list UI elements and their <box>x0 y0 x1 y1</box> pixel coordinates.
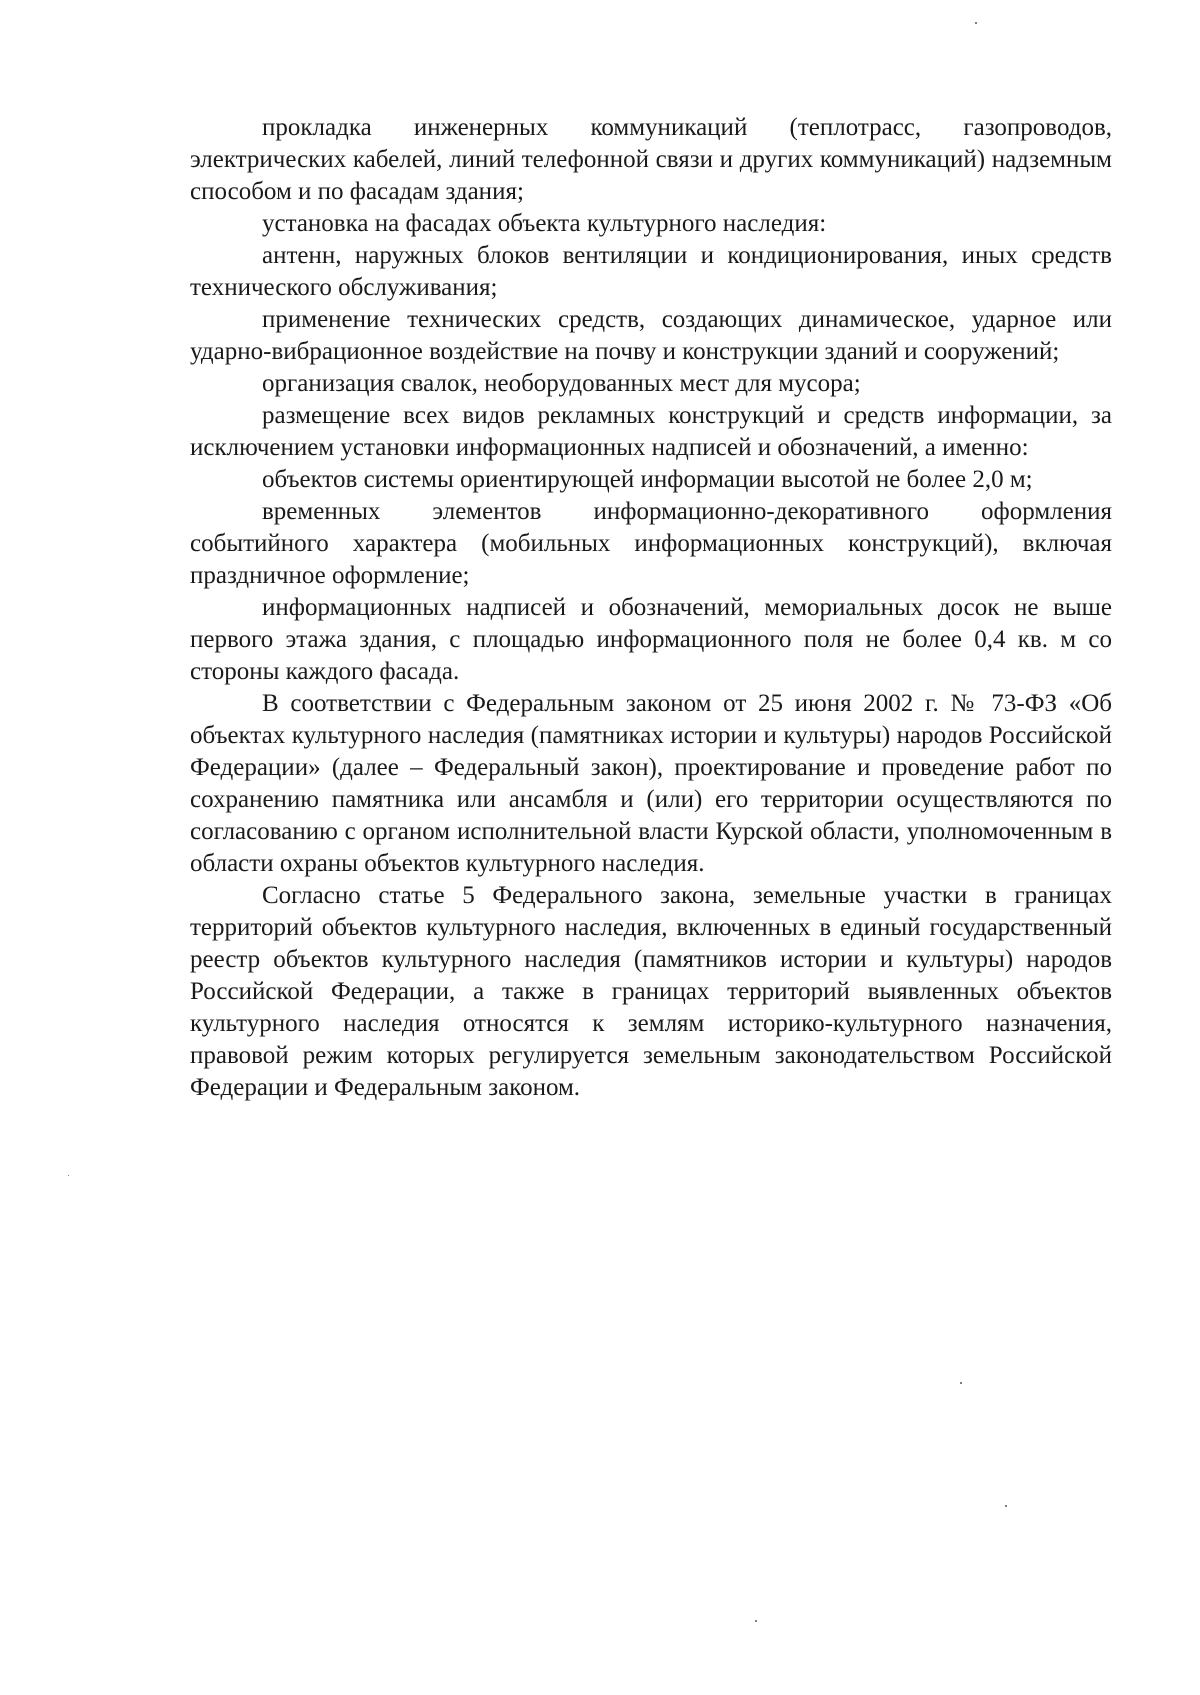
paragraph-dumps: организация свалок, необорудованных мест для мусора; <box>262 370 861 397</box>
scan-speck <box>755 1620 757 1622</box>
paragraph-article-5: Согласно статье 5 Федерального закона, земельные участки в границах территорий объектов культурного наследия, включенных в единый государственный реестр объектов культурного наследия (памятников истории и культуры) народов Российской Федерации, а также в границах территорий выявленных объектов культурного наследия относятся к землям историко-культурного назначения, правовой режим которых регулируется земельным законодательством Российской Федерации и Федеральным законом. <box>190 882 1112 1101</box>
paragraph-communications: прокладка инженерных коммуникаций (теплотрасс, газопроводов, электрических кабелей, линий телефонной связи и других коммуникаций) надземным способом и по фасадам здания; <box>190 114 1112 205</box>
paragraph-technical-means: применение технических средств, создающих динамическое, ударное или ударно-вибрационное воздействие на почву и конструкции зданий и сооружений; <box>190 306 1112 365</box>
scan-speck <box>975 22 977 24</box>
scan-speck <box>960 1382 962 1384</box>
paragraph-antennas: антенн, наружных блоков вентиляции и кондиционирования, иных средств технического обслуживания; <box>190 242 1112 301</box>
scan-speck <box>68 1175 69 1176</box>
paragraph-advertising: размещение всех видов рекламных конструкций и средств информации, за исключением установки информационных надписей и обозначений, а именно: <box>190 402 1112 461</box>
paragraph-temporary-elements: временных элементов информационно-декоративного оформления событийного характера (мобильных информационных конструкций), включая праздничное оформление; <box>190 498 1112 589</box>
paragraph-federal-law: В соответствии с Федеральным законом от 25 июня 2002 г. № 73-ФЗ «Об объектах культурного наследия (памятниках истории и культуры) народов Российской Федерации» (далее – Федеральный закон), проектирование и проведение работ по сохранению памятника или ансамбля и (или) его территории осуществляются по согласованию с органом исполнительной власти Курской области, уполномоченным в области охраны объектов культурного наследия. <box>190 690 1112 877</box>
document-body <box>190 112 1112 1104</box>
paragraph-inscriptions: информационных надписей и обозначений, мемориальных досок не выше первого этажа здания, с площадью информационного поля не более 0,4 кв. м со стороны каждого фасада. <box>190 594 1112 685</box>
scan-speck <box>1005 1505 1007 1507</box>
paragraph-orientation-info: объектов системы ориентирующей информации высотой не более 2,0 м; <box>262 466 1033 493</box>
paragraph-facade-installation: установка на фасадах объекта культурного наследия: <box>262 210 827 237</box>
